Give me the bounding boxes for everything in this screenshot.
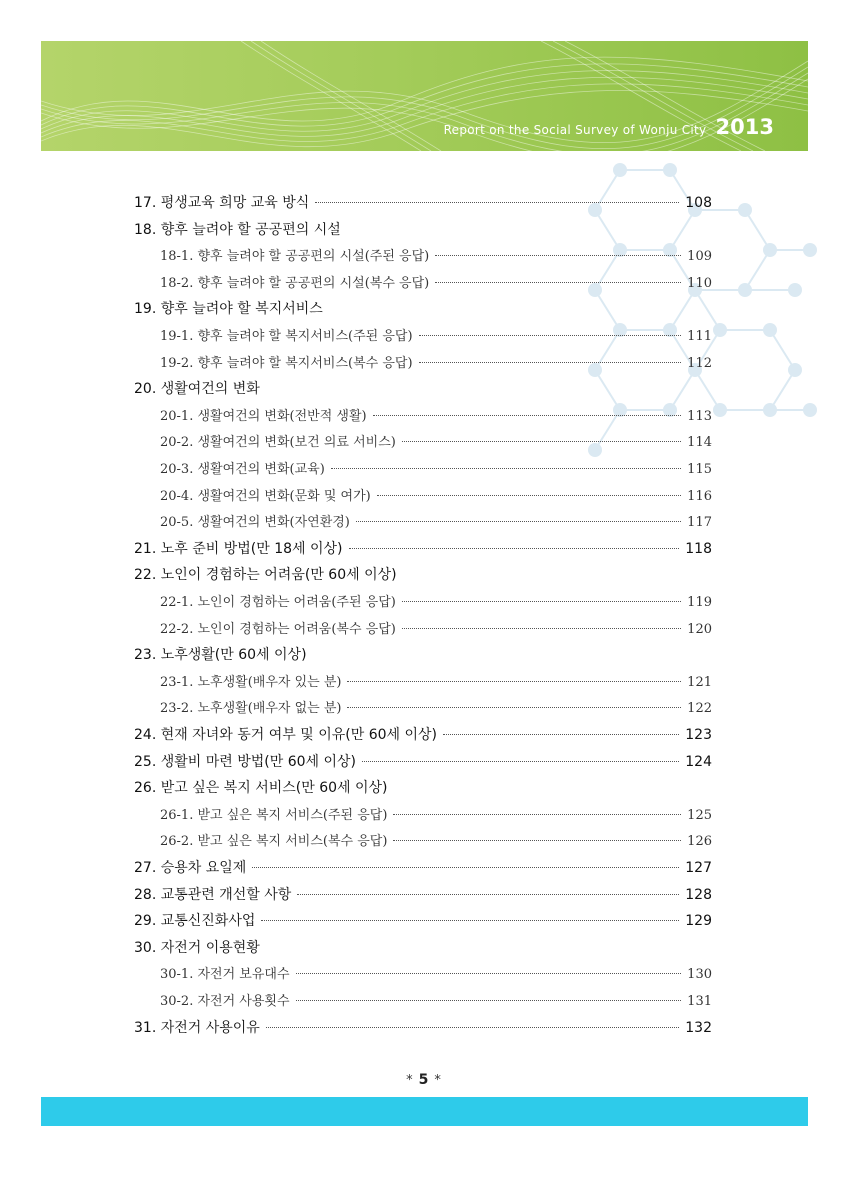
toc-section-entry[interactable] <box>134 564 712 584</box>
toc-entry-label: 20-4. 생활여건의 변화(문화 및 여가) <box>160 488 371 504</box>
toc-leader-dots <box>419 362 682 363</box>
toc-section-entry[interactable] <box>134 910 712 930</box>
toc-entry-label: 26. 받고 싶은 복지 서비스(만 60세 이상) <box>134 780 388 797</box>
toc-entry-label: 29. 교통신진화사업 <box>134 913 256 930</box>
toc-entry-label: 31. 자전거 사용이유 <box>134 1019 260 1036</box>
toc-entry-page: 130 <box>687 967 712 983</box>
report-year: 2013 <box>715 115 774 139</box>
toc-entry-page: 108 <box>685 195 712 211</box>
toc-leader-dots <box>393 814 681 815</box>
toc-leader-dots <box>347 707 681 708</box>
toc-entry-page: 120 <box>687 621 712 637</box>
toc-leader-dots <box>362 761 679 762</box>
toc-entry-label: 18-2. 향후 늘려야 할 공공편의 시설(복수 응답) <box>160 275 430 291</box>
toc-subsection-entry[interactable] <box>160 671 712 690</box>
toc-entry-label: 19-2. 향후 늘려야 할 복지서비스(복수 응답) <box>160 355 413 371</box>
toc-entry-label: 19. 향후 늘려야 할 복지서비스 <box>134 301 323 318</box>
toc-entry-page: 127 <box>685 860 712 876</box>
toc-entry-page: 128 <box>685 886 712 903</box>
toc-entry-page: 115 <box>687 462 712 477</box>
toc-leader-dots <box>402 441 681 442</box>
toc-entry-label: 18-1. 향후 늘려야 할 공공편의 시설(주된 응답) <box>160 249 430 265</box>
toc-entry-label: 20-2. 생활여건의 변화(보건 의료 서비스) <box>160 435 396 451</box>
toc-entry-page: 110 <box>687 275 712 291</box>
toc-entry-page: 131 <box>687 994 712 1009</box>
toc-entry-label: 20-1. 생활여건의 변화(전반적 생활) <box>160 408 367 424</box>
toc-leader-dots <box>435 282 681 283</box>
toc-leader-dots <box>296 1000 682 1001</box>
toc-leader-dots <box>435 255 681 256</box>
toc-entry-label: 26-2. 받고 싶은 복지 서비스(복수 응답) <box>160 834 388 850</box>
toc-subsection-entry[interactable] <box>160 485 712 504</box>
toc-entry-label: 24. 현재 자녀와 동거 여부 및 이유(만 60세 이상) <box>134 727 437 743</box>
toc-section-entry[interactable] <box>134 538 712 558</box>
toc-entry-page: 111 <box>687 329 712 344</box>
toc-entry-label: 30. 자전거 이용현황 <box>134 939 260 956</box>
toc-leader-dots <box>261 920 679 921</box>
toc-entry-label: 26-1. 받고 싶은 복지 서비스(주된 응답) <box>160 807 388 823</box>
toc-entry-page: 125 <box>687 807 712 823</box>
toc-entry-page: 123 <box>685 727 712 743</box>
toc-entry-page: 113 <box>687 408 712 424</box>
toc-subsection-entry[interactable] <box>160 325 712 344</box>
toc-entry-label: 22-1. 노인이 경험하는 어려움(주된 응답) <box>160 595 396 610</box>
toc-entry-page: 112 <box>687 355 712 371</box>
star-icon-right: * <box>434 1073 441 1088</box>
toc-entry-page: 124 <box>685 753 712 770</box>
toc-entry-label: 18. 향후 늘려야 할 공공편의 시설 <box>134 221 341 238</box>
toc-entry-label: 20-3. 생활여건의 변화(교육) <box>160 462 325 477</box>
toc-section-entry[interactable] <box>134 1017 712 1037</box>
toc-section-entry[interactable] <box>134 751 712 771</box>
toc-section-entry[interactable] <box>134 724 712 744</box>
toc-section-entry[interactable] <box>134 857 712 877</box>
footer-bar <box>41 1097 808 1126</box>
toc-entry-label: 28. 교통관련 개선할 사항 <box>134 886 292 903</box>
toc-section-entry[interactable] <box>134 192 712 212</box>
toc-subsection-entry[interactable] <box>160 245 712 264</box>
toc-entry-label: 30-2. 자전거 사용횟수 <box>160 994 290 1009</box>
toc-entry-page: 122 <box>687 701 712 717</box>
toc-entry-page: 109 <box>687 249 712 265</box>
toc-entry-label: 22. 노인이 경험하는 어려움(만 60세 이상) <box>134 567 397 584</box>
toc-subsection-entry[interactable] <box>160 830 712 849</box>
toc-subsection-entry[interactable] <box>160 431 712 450</box>
toc-section-entry[interactable] <box>134 378 712 398</box>
toc-entry-page: 116 <box>687 488 712 504</box>
toc-leader-dots <box>373 415 682 416</box>
report-subtitle: Report on the Social Survey of Wonju City <box>443 123 707 137</box>
star-icon-left: * <box>406 1073 413 1088</box>
toc-leader-dots <box>347 681 681 682</box>
toc-entry-page: 119 <box>687 595 712 610</box>
toc-leader-dots <box>393 840 681 841</box>
toc-subsection-entry[interactable] <box>160 352 712 371</box>
toc-entry-label: 30-1. 자전거 보유대수 <box>160 967 290 983</box>
page-number-value: 5 <box>418 1072 429 1088</box>
toc-section-entry[interactable] <box>134 298 712 318</box>
toc-entry-label: 25. 생활비 마련 방법(만 60세 이상) <box>134 753 357 770</box>
toc-entry-label: 21. 노후 준비 방법(만 18세 이상) <box>134 540 343 557</box>
toc-entry-label: 20. 생활여건의 변화 <box>134 381 260 398</box>
toc-section-entry[interactable] <box>134 884 712 904</box>
toc-leader-dots <box>402 628 681 629</box>
toc-entry-page: 114 <box>687 435 712 451</box>
toc-section-entry[interactable] <box>134 777 712 797</box>
toc-subsection-entry[interactable] <box>160 990 712 1009</box>
toc-entry-page: 132 <box>685 1019 712 1036</box>
toc-leader-dots <box>443 734 679 735</box>
toc-subsection-entry[interactable] <box>160 804 712 823</box>
page-number <box>0 1072 847 1088</box>
toc-subsection-entry[interactable] <box>160 272 712 291</box>
toc-entry-label: 23-2. 노후생활(배우자 없는 분) <box>160 701 342 717</box>
toc-leader-dots <box>377 495 681 496</box>
toc-leader-dots <box>419 335 682 336</box>
toc-entry-label: 22-2. 노인이 경험하는 어려움(복수 응답) <box>160 621 396 637</box>
toc-section-entry[interactable] <box>134 937 712 957</box>
toc-leader-dots <box>296 973 682 974</box>
toc-entry-label: 27. 승용차 요일제 <box>134 860 247 876</box>
toc-entry-page: 117 <box>687 515 712 531</box>
toc-leader-dots <box>402 601 681 602</box>
toc-subsection-entry[interactable] <box>160 697 712 716</box>
toc-leader-dots <box>356 521 681 522</box>
toc-subsection-entry[interactable] <box>160 458 712 477</box>
toc-entry-label: 20-5. 생활여건의 변화(자연환경) <box>160 515 350 531</box>
toc-section-entry[interactable] <box>134 219 712 239</box>
toc-entry-label: 17. 평생교육 희망 교육 방식 <box>134 195 310 211</box>
toc-subsection-entry[interactable] <box>160 618 712 637</box>
toc-leader-dots <box>349 548 680 549</box>
toc-entry-page: 126 <box>687 834 712 850</box>
toc-subsection-entry[interactable] <box>160 511 712 530</box>
toc-entry-page: 118 <box>685 540 712 557</box>
toc-section-entry[interactable] <box>134 644 712 664</box>
toc-leader-dots <box>266 1027 679 1028</box>
toc-subsection-entry[interactable] <box>160 405 712 424</box>
toc-entry-page: 129 <box>685 913 712 930</box>
toc-leader-dots <box>331 468 681 469</box>
toc-entry-page: 121 <box>687 674 712 690</box>
toc-entry-label: 23-1. 노후생활(배우자 있는 분) <box>160 674 342 690</box>
toc-entry-label: 19-1. 향후 늘려야 할 복지서비스(주된 응답) <box>160 329 413 344</box>
toc-subsection-entry[interactable] <box>160 963 712 982</box>
toc-leader-dots <box>252 867 679 868</box>
toc-entry-label: 23. 노후생활(만 60세 이상) <box>134 647 307 664</box>
toc-leader-dots <box>315 202 679 203</box>
toc-leader-dots <box>297 894 679 895</box>
toc-subsection-entry[interactable] <box>160 591 712 610</box>
